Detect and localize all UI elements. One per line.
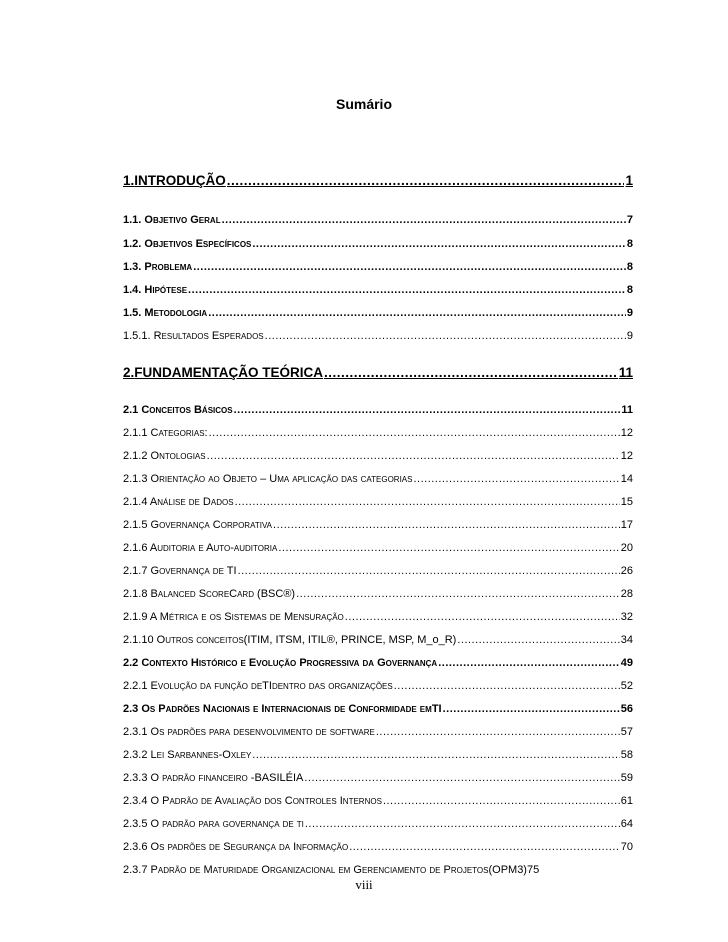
toc-page: 1 (625, 173, 633, 188)
toc-leader (227, 174, 625, 188)
toc-page: 61 (620, 795, 633, 807)
toc-label: 2.1.2 Ontologias (123, 450, 206, 462)
toc-label: 2.2.1 Evolução da função de (123, 680, 263, 692)
toc-leader (383, 794, 620, 808)
page-number: viii (355, 877, 373, 892)
toc-entry[interactable] (123, 449, 633, 463)
toc-entry[interactable] (123, 495, 633, 509)
toc-entry[interactable] (123, 863, 633, 877)
toc-page: 32 (620, 611, 633, 623)
toc-leader (438, 656, 620, 670)
toc-leader (305, 817, 620, 831)
toc-leader (188, 283, 626, 297)
toc-leader (207, 449, 620, 463)
toc-page: 15 (620, 496, 633, 508)
toc-page: 11 (621, 404, 633, 416)
page-title: Sumário (335, 96, 392, 112)
toc-label: 2.3.6 Os padrões de Segurança da Informação (123, 841, 349, 853)
toc-leader (238, 564, 620, 578)
toc-entry[interactable] (123, 748, 633, 762)
toc-entry[interactable] (123, 656, 633, 670)
toc-label: 2.1.1 Categorias: (123, 427, 208, 439)
toc-entry[interactable] (123, 610, 633, 624)
toc-label-extra: (ITIM, ITSM, ITIL®, PRINCE, MSP, M_o_R) (243, 634, 457, 646)
toc-entry[interactable] (123, 329, 633, 343)
toc-entry[interactable] (123, 794, 633, 808)
toc-page: 75 (526, 864, 540, 876)
toc-label: 2.1.9 A Métrica e os Sistemas de Mensuração (123, 611, 344, 623)
toc-leader (265, 329, 626, 343)
toc-entry[interactable] (123, 817, 633, 831)
toc-label-cont: dentro das organizações (271, 680, 393, 692)
toc-label: 1.5.1. Resultados Esperados (123, 330, 264, 342)
toc-label: 1.4. Hipótese (123, 284, 188, 296)
toc-page: 64 (620, 818, 633, 830)
toc-leader (394, 679, 620, 693)
toc-leader (304, 771, 619, 785)
toc-label: 1.2. Objetivos Específicos (123, 238, 252, 250)
toc-leader (324, 366, 618, 380)
toc-entry[interactable] (123, 237, 633, 251)
toc-label-extra: (OPM3) (488, 864, 527, 876)
toc-entry[interactable] (123, 283, 633, 297)
toc-chapter-2[interactable] (123, 366, 633, 380)
toc-label: 1.1. Objetivo Geral (123, 214, 221, 226)
toc-entry[interactable] (123, 840, 633, 854)
toc-entry[interactable] (123, 403, 633, 417)
toc-label: 2.1.6 Auditoria e Auto-auditoria (123, 542, 278, 554)
toc-label: 2.1.7 Governança de TI (123, 565, 237, 577)
toc-label: 2.3.2 Lei Sarbannes-Oxley (123, 749, 252, 761)
toc-entry[interactable] (123, 633, 633, 647)
toc-entry[interactable] (123, 306, 633, 320)
toc-label-extra: TI (431, 703, 442, 715)
toc-label: 2.3 Os Padrões Nacionais e Internacionais de Conformidade em (123, 703, 432, 715)
toc-leader (209, 426, 620, 440)
toc-page: 52 (620, 680, 633, 692)
toc-page: 12 (620, 427, 633, 439)
toc-label: 2.3.4 O Padrão de Avaliação dos Controles Internos (123, 795, 382, 807)
toc-number: 1. (123, 173, 135, 188)
toc-label-extra: TI (262, 680, 272, 692)
toc-page: 17 (620, 519, 633, 531)
toc-entry[interactable] (123, 725, 633, 739)
toc-entry[interactable] (123, 587, 633, 601)
toc-entry[interactable] (123, 426, 633, 440)
toc-label: 2.1.4 Análise de Dados (123, 496, 234, 508)
toc-page: 9 (626, 330, 633, 342)
toc-page: 26 (620, 565, 633, 577)
toc-page: 9 (626, 307, 633, 319)
toc-chapter-1[interactable] (123, 174, 633, 188)
toc-entry[interactable] (123, 771, 633, 785)
toc-page: 58 (620, 749, 633, 761)
toc-label: 1.3. Problema (123, 261, 193, 273)
toc-label: 2.1.10 Outros conceitos (123, 634, 244, 646)
toc-leader (222, 213, 626, 227)
toc-leader (296, 587, 620, 601)
toc-entry[interactable] (123, 541, 633, 555)
toc-label: 2.3.3 O padrão financeiro - (123, 772, 255, 784)
toc-page: 8 (626, 261, 633, 273)
toc-leader (443, 702, 620, 716)
toc-leader (278, 541, 619, 555)
toc-label: 2.3.1 Os padrões para desenvolvimento de software (123, 726, 375, 738)
toc-leader (208, 306, 626, 320)
toc-page: 59 (620, 772, 633, 784)
toc-label: FUNDAMENTAÇÃO TEÓRICA (134, 365, 324, 380)
toc-label: 2.1.3 Orientação ao Objeto – Uma aplicação das categorias (123, 473, 413, 485)
toc-entry[interactable] (123, 564, 633, 578)
toc-label: INTRODUÇÃO (134, 173, 226, 188)
toc-label: 2.1.5 Governança Corporativa (123, 519, 273, 531)
toc-leader (252, 748, 619, 762)
toc-leader (345, 610, 620, 624)
toc-leader (193, 260, 626, 274)
toc-label-extra: BASILÉIA (254, 772, 304, 784)
toc-entry[interactable] (123, 679, 633, 693)
toc-entry[interactable] (123, 260, 633, 274)
toc-page: 57 (620, 726, 633, 738)
toc-leader (234, 403, 621, 417)
toc-page: 28 (620, 588, 633, 600)
toc-label: 2.1.8 Balanced ScoreCard (BSC®) (123, 588, 296, 600)
toc-page: 7 (626, 214, 633, 226)
toc-page: 11 (618, 365, 633, 380)
toc-page: 49 (620, 657, 633, 669)
toc-leader (349, 840, 620, 854)
toc-page: 14 (620, 473, 633, 485)
toc-leader (376, 725, 620, 739)
toc-leader (273, 518, 620, 532)
toc-entry[interactable] (123, 472, 633, 486)
toc-entry[interactable] (123, 702, 633, 716)
toc-page: 8 (626, 238, 633, 250)
toc-label: 2.1 Conceitos Básicos (123, 404, 233, 416)
toc-leader (457, 633, 619, 647)
toc-page: 12 (620, 450, 633, 462)
toc-leader (413, 472, 619, 486)
toc-page: 70 (620, 841, 633, 853)
toc-label: 2.2 Contexto Histórico e Evolução Progressiva da Governança (123, 657, 438, 669)
toc-entry[interactable] (123, 518, 633, 532)
toc-number: 2. (123, 365, 135, 380)
toc-page: 56 (620, 703, 633, 715)
toc-entry[interactable] (123, 213, 633, 227)
toc-leader (235, 495, 620, 509)
toc-leader (252, 237, 626, 251)
toc-label: 2.3.5 O padrão para governança de ti (123, 818, 304, 830)
toc-page: 20 (620, 542, 633, 554)
toc-label: 2.3.7 Padrão de Maturidade Organizacional em Gerenciamento de Projetos (123, 864, 489, 876)
toc-page: 8 (626, 284, 633, 296)
toc-page: 34 (620, 634, 633, 646)
toc-label: 1.5. Metodologia (123, 307, 208, 319)
